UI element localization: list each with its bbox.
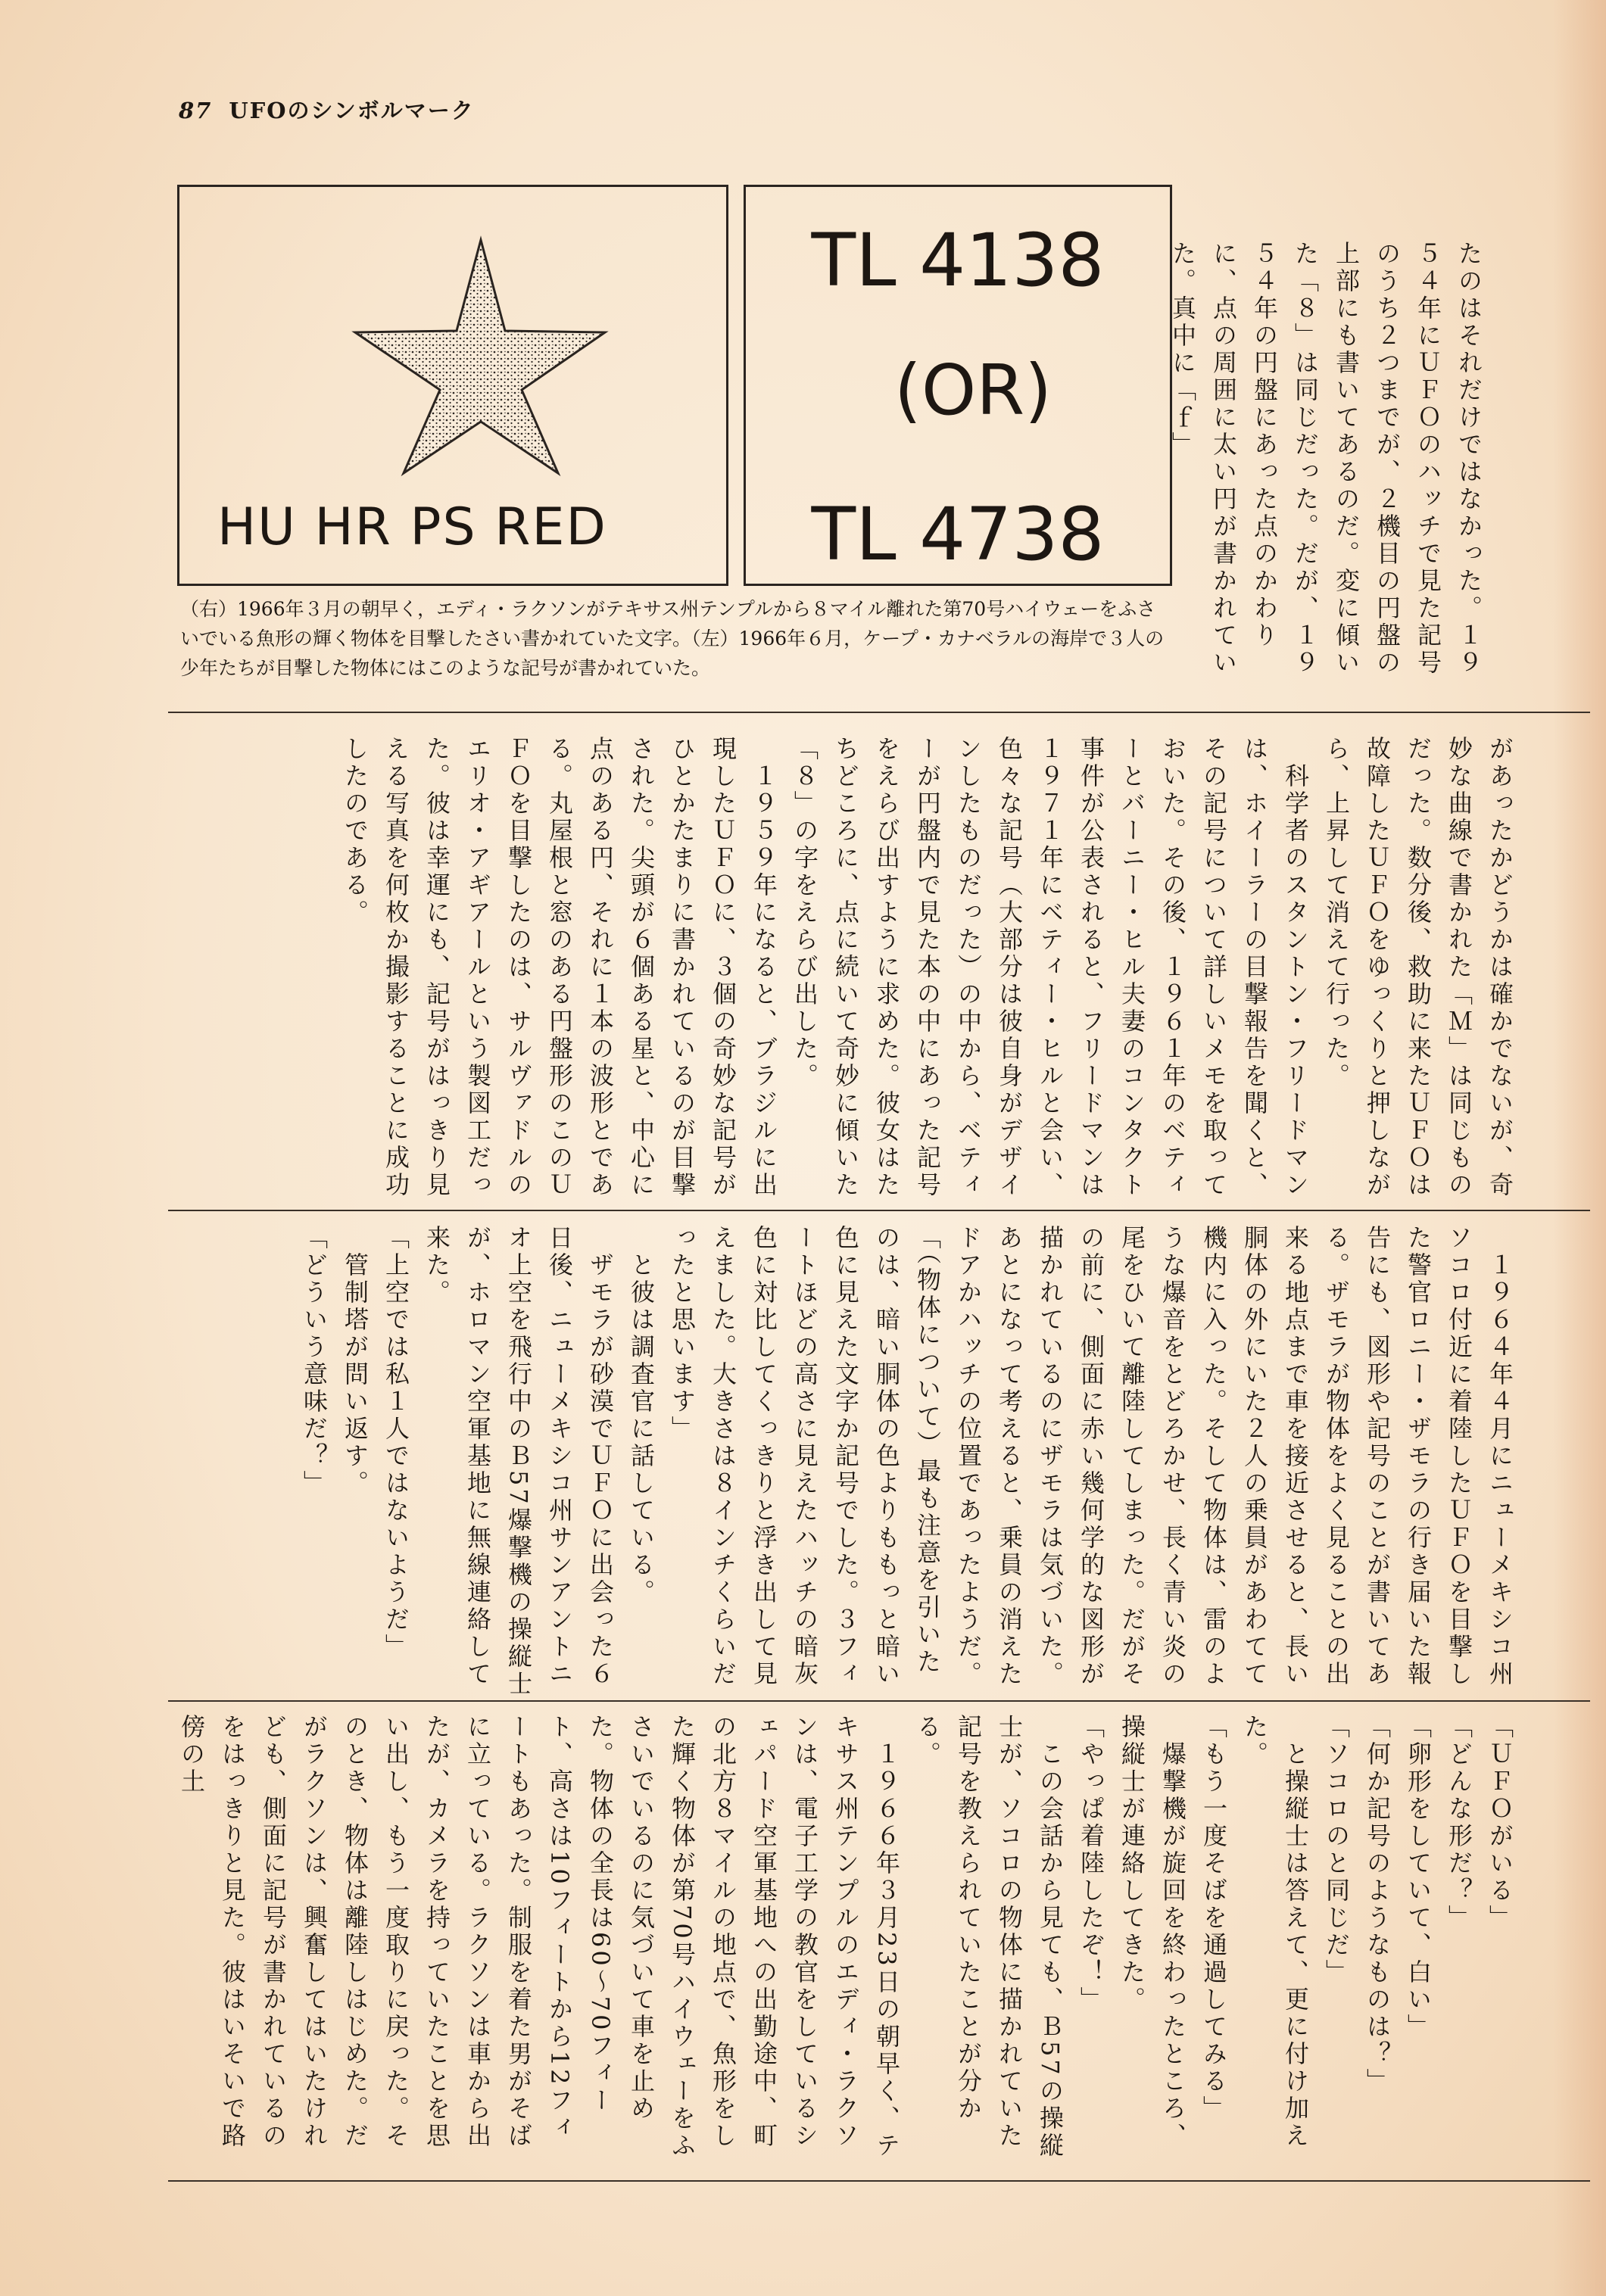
divider-rule-1 <box>168 712 1590 713</box>
right-line-3: TL 4738 <box>811 492 1105 577</box>
right-line-2: (OR) <box>893 350 1052 431</box>
text-band-3: 「ＵＦＯがいる」 「どんな形だ？」 「卵形をしていて、白い」 「何か記号のようなものは？」 「ソコロのと同じだ」 と操縦士は答えて、更に付け加えた。 「もう一度そばを通過してみる」 爆撃機が旋回を終わったところ、操縦士が連絡してきた。 「やっぱ着陸したぞ！」 この会話から見ても、Ｂ57の操縦士が、ソコロの物体に描かれていた記号を教えられていたことが分かる。 １９６６年３月23日の朝早く、テキサス州テンプルのエディ・ラクソンは、電子工学の教官をしているシェパード空軍基地への出勤途中、町の北方８マイルの地点で、魚形をした輝く物体が第70号ハイウェーをふさいでいるのに気づいて車を止めた。物体の全長は60〜70フィート、高さは10フィートから12フィートもあった。制服を着た男がそばに立っている。ラクソンは車から出たが、カメラを持っていたことを思い出し、もう一度取りに戻った。そのとき、物体は離陸しはじめた。だがラクソンは、興奮してはいたけれども、側面に記号が書かれているのをはっきりと見た。彼はいそいで路傍の土 <box>177 1714 1514 2160</box>
running-header <box>179 94 475 125</box>
divider-rule-3 <box>168 1700 1590 1702</box>
star-icon <box>355 240 605 473</box>
chapter-title: UFOのシンボルマーク <box>229 98 475 123</box>
divider-rule-4 <box>168 2180 1590 2182</box>
left-symbol-text: HU HR PS RED <box>217 497 607 557</box>
text-column-top: たのはそれだけではなかった。１９５４年にＵＦＯのハッチで見た記号のうち２つまでが、２機目の円盤の上部にも書いてあるのだ。変に傾いた「８」は同じだった。だが、１９５４年の円盤にあった点のかわりに、点の周囲に太い円が書かれていた。真中に「ｆ」 <box>1168 241 1483 677</box>
divider-rule-2 <box>168 1210 1590 1211</box>
figure-left-star-symbol <box>177 185 728 586</box>
page-edge-shadow <box>1553 0 1606 2296</box>
right-line-1: TL 4138 <box>811 218 1105 303</box>
figure-right-letters <box>744 185 1172 586</box>
text-band-2: １９６４年４月にニューメキシコ州ソコロ付近に着陸したＵＦＯを目撃した警官ロニー・ザモラの行き届いた報告にも、図形や記号のことが書いてある。ザモラが物体をよく見ることの出来る地点まで車を接近させると、長い胴体の外にいた２人の乗員があわてて機内に入った。そして物体は、雷のような爆音をとどろかせ、長く青い炎の尾をひいて離陸してしまった。だがその前に、側面に赤い幾何学的な図形が描かれているのにザモラは気づいた。あとになって考えると、乗員の消えたドアかハッチの位置であったようだ。 「（物体について）最も注意を引いたのは、暗い胴体の色よりももっと暗い色に見えた文字か記号でした。３フィートほどの高さに見えたハッチの暗灰色に対比してくっきりと浮き出して見えました。大きさは８インチくらいだったと思います」 と彼は調査官に話している。 ザモラが砂漠でＵＦＯに出会った６日後、ニューメキシコ州サンアントニオ上空を飛行中のＢ57爆撃機の操縦士が、ホロマン空軍基地に無線連絡して来た。 「上空では私１人ではないようだ」 管制塔が問い返す。 「どういう意味だ？」 <box>300 1225 1514 1698</box>
figure-caption: （右）1966年３月の朝早く，エディ・ラクソンがテキサス州テンプルから８マイル離れた第70号ハイウェーをふさいでいる魚形の輝く物体を目撃したさい書かれていた文字。（左）1966年６月，ケープ・カナベラルの海岸で３人の少年たちが目撃した物体にはこのような記号が書かれていた。 <box>180 598 1165 679</box>
text-band-1: があったかどうかは確かでないが、奇妙な曲線で書かれた「Ｍ」は同じものだった。数分後、救助に来たＵＦＯは故障したＵＦＯをゆっくりと押しながら、上昇して消えて行った。 科学者のスタントン・フリードマンは、ホイーラーの目撃報告を聞くと、その記号について詳しいメモを取っておいた。その後、１９６１年のベティーとバーニー・ヒル夫妻のコンタクト事件が公表されると、フリードマンは１９７１年にベティー・ヒルと会い、色々な記号（大部分は彼自身がデザインしたものだった）の中から、ベティーが円盤内で見た本の中にあった記号をえらび出すように求めた。彼女はたちどころに、点に続いて奇妙に傾いた「８」の字をえらび出した。 １９５９年になると、ブラジルに出現したＵＦＯに、３個の奇妙な記号がひとかたまりに書かれているのが目撃された。尖頭が６個ある星と、中心に点のある円、それに１本の波形とである。丸屋根と窓のある円盤形のこのＵＦＯを目撃したのは、サルヴァドルのエリオ・アギアールという製図工だった。彼は幸運にも、記号がはっきり見える写真を何枚か撮影することに成功したのである。 <box>341 736 1514 1199</box>
page-number: 87 <box>179 98 213 123</box>
